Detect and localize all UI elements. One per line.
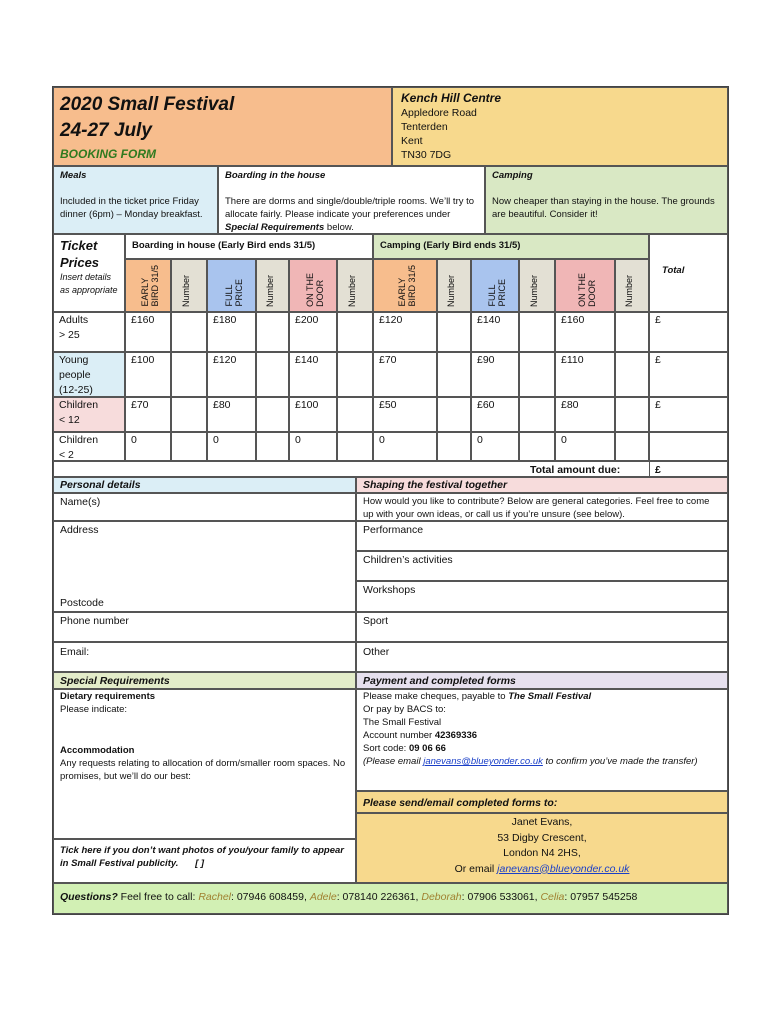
price-adults-boarding-early-bird: £160 [125, 312, 171, 352]
number-input-children-under-12-camping-door-number[interactable] [615, 397, 649, 432]
camping-door-number-header [615, 259, 649, 312]
number-input-adults-boarding-door-number[interactable] [337, 312, 373, 352]
venue-postcode: TN30 7DG [401, 149, 452, 161]
boarding-title: Boarding in the house [225, 170, 326, 181]
festival-dates: 24-27 July [60, 120, 152, 141]
number-input-children-under-12-camping-early-number[interactable] [437, 397, 471, 432]
send-city: London N4 2HS, [503, 847, 581, 859]
special-requirements-title: Special Requirements [53, 672, 356, 689]
camping-info [485, 166, 728, 234]
price-adults-camping-full-price: £140 [471, 312, 519, 352]
camping-door-price-label: ON THE DOOR [577, 273, 597, 307]
questions-bar [53, 883, 728, 914]
phone-label: Phone number [60, 615, 129, 627]
payment-title: Payment and completed forms [356, 672, 728, 689]
title-block [53, 87, 392, 166]
boarding-info [218, 166, 485, 234]
price-adults-camping-early-bird: £120 [373, 312, 437, 352]
booking-form-label: BOOKING FORM [60, 147, 156, 161]
price-adults-boarding-door-price: £200 [289, 312, 337, 352]
price-children-under-12-camping-early-bird: £50 [373, 397, 437, 432]
number-input-adults-boarding-full-number[interactable] [256, 312, 289, 352]
workshops-label: Workshops [363, 584, 416, 596]
number-input-adults-boarding-early-number[interactable] [171, 312, 207, 352]
price-children-under-12-boarding-early-bird: £70 [125, 397, 171, 432]
meals-info [53, 166, 218, 234]
price-adults-camping-door-price: £160 [555, 312, 615, 352]
payment-email-a: (Please email [363, 756, 424, 767]
childrens-activities-label: Children’s activities [363, 554, 453, 566]
phone-field[interactable] [53, 612, 356, 642]
questions-text: Feel free to call: [117, 891, 199, 903]
name-label: Name(s) [60, 496, 101, 508]
boarding-door-price-header [289, 259, 337, 312]
booking-form [52, 86, 729, 915]
number-input-children-under-2-boarding-full-number[interactable] [256, 432, 289, 461]
address-label: Address [60, 524, 99, 536]
boarding-full-number-label: Number [264, 274, 275, 307]
boarding-door-number-header [337, 259, 373, 312]
account-number-value: 42369336 [434, 730, 478, 741]
special-requirements-field[interactable] [53, 689, 356, 839]
boarding-early-number-header [171, 259, 207, 312]
performance-field[interactable] [356, 521, 728, 551]
number-input-young-people-boarding-door-number[interactable] [337, 352, 373, 397]
number-input-children-under-2-camping-early-number[interactable] [437, 432, 471, 461]
contact-deborah-phone[interactable]: : 07906 533061, [461, 891, 541, 903]
meals-text: Included in the ticket price Friday dinner (6pm) – Monday breakfast. [60, 196, 203, 220]
venue-block [392, 87, 728, 166]
address-field[interactable] [53, 521, 356, 612]
price-young-people-camping-early-bird: £70 [373, 352, 437, 397]
sort-code-value: 09 06 66 [408, 743, 446, 754]
price-young-people-camping-door-price: £110 [555, 352, 615, 397]
payment-sort-code [363, 742, 721, 755]
boarding-early-bird-label: EARLY BIRD 31/5 [140, 265, 160, 307]
camping-early-number-header [437, 259, 471, 312]
camping-door-price-header [555, 259, 615, 312]
price-children-under-2-boarding-full-price: 0 [207, 432, 256, 461]
childrens-activities-field[interactable] [356, 551, 728, 581]
payment-email-link[interactable]: janevans@blueyonder.co.uk [423, 756, 543, 767]
boarding-text-c: below. [324, 222, 354, 233]
venue-name: Kench Hill Centre [401, 91, 502, 105]
camping-early-bird-header [373, 259, 437, 312]
number-input-children-under-2-camping-door-number[interactable] [615, 432, 649, 461]
number-input-children-under-2-boarding-door-number[interactable] [337, 432, 373, 461]
payment-email-note [363, 755, 721, 768]
other-label: Other [363, 646, 390, 658]
ticket-prices-header [53, 234, 125, 312]
other-field[interactable] [356, 642, 728, 672]
payment-cheques-text: Please make cheques, payable to [363, 691, 509, 702]
contact-rachel-phone[interactable]: : 07946 608459, [231, 891, 310, 903]
contact-celia-phone[interactable]: : 07957 545258 [564, 891, 638, 903]
ticket-title-1: Ticket [60, 238, 98, 253]
price-adults-boarding-full-price: £180 [207, 312, 256, 352]
sport-label: Sport [363, 615, 389, 627]
camping-early-number-label: Number [446, 274, 456, 307]
festival-title: 2020 Small Festival [60, 94, 235, 115]
venue-address-3: Kent [401, 135, 423, 147]
price-children-under-12-camping-door-price: £80 [555, 397, 615, 432]
row-total-young-people[interactable]: £ [649, 352, 728, 397]
price-children-under-12-camping-full-price: £60 [471, 397, 519, 432]
camping-door-number-label: Number [624, 274, 634, 307]
row-label-children-under-12: Children < 12 [53, 397, 125, 432]
send-street: 53 Digby Crescent, [497, 831, 587, 844]
boarding-early-number-label: Number [181, 274, 191, 307]
camping-title: Camping [492, 170, 533, 181]
price-young-people-camping-full-price: £90 [471, 352, 519, 397]
shaping-intro: How would you like to contribute? Below are general categories. Feel free to come up with your own ideas, or call us if you’re unsure (see below). [356, 493, 728, 521]
total-due-divider [649, 461, 650, 477]
send-name: Janet Evans, [511, 816, 573, 828]
meals-title: Meals [60, 170, 87, 181]
email-field[interactable] [53, 642, 356, 672]
number-input-children-under-2-boarding-early-number[interactable] [171, 432, 207, 461]
price-children-under-12-boarding-full-price: £80 [207, 397, 256, 432]
price-children-under-2-boarding-door-price: 0 [289, 432, 337, 461]
row-total-children-under-12[interactable]: £ [649, 397, 728, 432]
contact-rachel-name: Rachel [198, 891, 231, 903]
contact-adele-name: Adele [309, 891, 337, 903]
sport-field[interactable] [356, 612, 728, 642]
price-young-people-boarding-early-bird: £100 [125, 352, 171, 397]
send-email-link[interactable]: janevans@blueyonder.co.uk [497, 862, 630, 875]
camping-full-price-label: FULL PRICE [487, 279, 507, 307]
number-input-adults-camping-door-number[interactable] [615, 312, 649, 352]
payment-bacs: Or pay by BACS to: [363, 704, 446, 715]
number-input-young-people-camping-door-number[interactable] [615, 352, 649, 397]
boarding-door-price-label: ON THE DOOR [305, 273, 325, 307]
price-children-under-2-camping-door-price: 0 [555, 432, 615, 461]
number-input-children-under-12-boarding-full-number[interactable] [256, 397, 289, 432]
contact-celia-name: Celia [540, 891, 565, 903]
row-label-young-people: Young people (12-25) [53, 352, 125, 397]
total-header-label: Total [662, 265, 685, 276]
send-forms-title: Please send/email completed forms to: [356, 791, 728, 813]
boarding-text-a: There are dorms and single/double/triple rooms. We’ll try to allocate fairly. Please indicate your preferences under [225, 196, 475, 220]
boarding-full-price-header [207, 259, 256, 312]
boarding-full-price-label: FULL PRICE [223, 279, 244, 307]
accommodation-title: Accommodation [60, 745, 135, 756]
boarding-text-b: Special Requirements [225, 222, 325, 233]
boarding-text [225, 195, 478, 234]
number-input-adults-camping-early-number[interactable] [437, 312, 471, 352]
boarding-full-number-header [256, 259, 289, 312]
payment-email-b: to confirm you’ve made the transfer) [542, 756, 698, 767]
shaping-title: Shaping the festival together [356, 477, 728, 493]
performance-label: Performance [363, 524, 424, 536]
email-label: Email: [60, 646, 90, 658]
account-number-label: Account number [363, 730, 435, 741]
contact-adele-phone[interactable]: : 078140 226361, [336, 891, 422, 903]
payment-cheques [363, 690, 721, 703]
total-due-label: Total amount due: [530, 464, 621, 476]
camping-text: Now cheaper than staying in the house. The grounds are beautiful. Consider it! [492, 196, 715, 220]
row-total-adults[interactable]: £ [649, 312, 728, 352]
price-children-under-2-boarding-early-bird: 0 [125, 432, 171, 461]
row-total-children-under-2[interactable] [649, 432, 728, 461]
photo-consent-text: Tick here if you don’t want photos of you/your family to appear in Small Festival publicity. [60, 845, 344, 869]
venue-address-2: Tenterden [401, 121, 448, 133]
number-input-children-under-12-boarding-early-number[interactable] [171, 397, 207, 432]
number-input-children-under-2-camping-full-number[interactable] [519, 432, 555, 461]
total-header [649, 234, 728, 312]
price-children-under-2-camping-early-bird: 0 [373, 432, 437, 461]
workshops-field[interactable] [356, 581, 728, 612]
row-label-children-under-2: Children < 2 [53, 432, 125, 461]
name-field[interactable] [53, 493, 356, 521]
camping-full-number-header [519, 259, 555, 312]
number-input-children-under-12-camping-full-number[interactable] [519, 397, 555, 432]
row-label-adults: Adults > 25 [53, 312, 125, 352]
payment-account-number [363, 729, 721, 742]
send-email-prefix: Or email [454, 862, 498, 875]
payment-payee: The Small Festival [508, 691, 592, 702]
price-young-people-boarding-full-price: £120 [207, 352, 256, 397]
number-input-young-people-boarding-full-number[interactable] [256, 352, 289, 397]
photo-consent-checkbox[interactable]: [ ] [195, 858, 205, 869]
boarding-early-bird-header [125, 259, 171, 312]
number-input-adults-camping-full-number[interactable] [519, 312, 555, 352]
accommodation-text: Any requests relating to allocation of dorm/smaller room spaces. No promises, but we’ll do our best: [60, 758, 346, 782]
contact-deborah-name: Deborah [421, 891, 462, 903]
payment-account-name: The Small Festival [363, 717, 442, 728]
number-input-young-people-camping-early-number[interactable] [437, 352, 471, 397]
price-children-under-2-camping-full-price: 0 [471, 432, 519, 461]
payment-details [356, 689, 728, 791]
ticket-note: Insert details as appropriate [60, 272, 118, 295]
number-input-young-people-boarding-early-number[interactable] [171, 352, 207, 397]
photo-consent[interactable] [53, 839, 356, 883]
send-email [357, 862, 727, 878]
send-forms-address [356, 813, 728, 883]
ticket-title-2: Prices [60, 255, 100, 270]
venue-address-1: Appledore Road [401, 107, 477, 119]
dietary-text: Please indicate: [60, 704, 128, 715]
boarding-price-header: Boarding in house (Early Bird ends 31/5) [125, 234, 373, 259]
sort-code-label: Sort code: [363, 743, 409, 754]
questions-label: Questions? [60, 891, 118, 903]
camping-early-bird-label: EARLY BIRD 31/5 [397, 265, 417, 307]
boarding-door-number-label: Number [347, 274, 357, 307]
price-young-people-boarding-door-price: £140 [289, 352, 337, 397]
total-due-value[interactable]: £ [655, 464, 661, 476]
price-children-under-12-boarding-door-price: £100 [289, 397, 337, 432]
camping-full-number-label: Number [529, 274, 539, 307]
total-due-row [53, 461, 728, 477]
number-input-young-people-camping-full-number[interactable] [519, 352, 555, 397]
camping-full-price-header [471, 259, 519, 312]
number-input-children-under-12-boarding-door-number[interactable] [337, 397, 373, 432]
dietary-title: Dietary requirements [60, 691, 156, 702]
postcode-label: Postcode [60, 597, 104, 609]
personal-details-title: Personal details [53, 477, 356, 493]
camping-price-header: Camping (Early Bird ends 31/5) [373, 234, 649, 259]
